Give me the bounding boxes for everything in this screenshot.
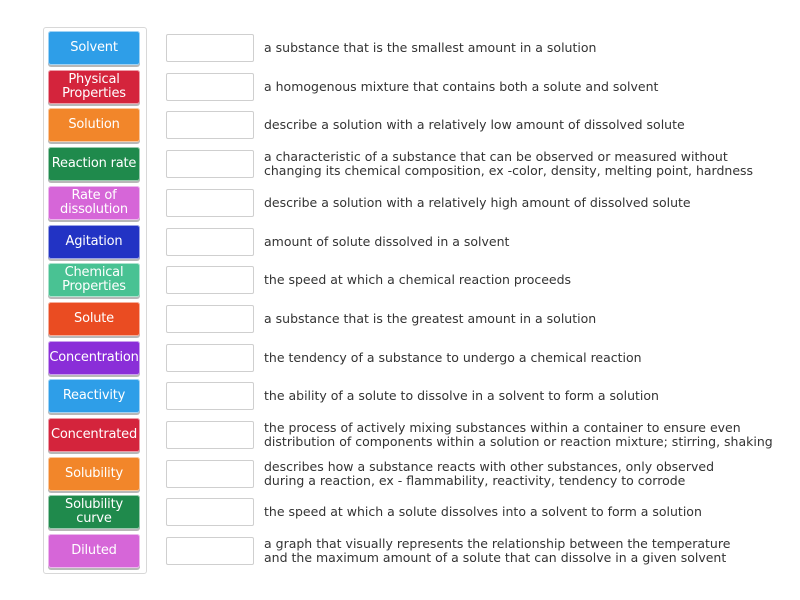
term-tile[interactable]: Solute — [48, 302, 140, 336]
definition-row — [264, 379, 774, 413]
definition-text: describe a solution with a relatively high amount of dissolved solute — [264, 195, 691, 210]
definition-row — [264, 186, 774, 220]
definition-text: a homogenous mixture that contains both a solute and solvent — [264, 79, 659, 94]
term-tile[interactable]: Concentration — [48, 341, 140, 375]
term-tile[interactable]: Chemical Properties — [48, 263, 140, 297]
drop-slot[interactable] — [166, 34, 254, 62]
term-tile[interactable]: Concentrated — [48, 418, 140, 452]
definition-row — [264, 418, 774, 452]
term-tile[interactable]: Diluted — [48, 534, 140, 568]
definition-text: the process of actively mixing substances within a container to ensure even distribution of components within a solution or reaction mixture; stirring, shaking — [264, 420, 773, 449]
definition-text: describes how a substance reacts with other substances, only observed during a reaction, ex - flammability, reactivity, tendency to corrode — [264, 459, 715, 488]
term-tile[interactable]: Solubility — [48, 457, 140, 491]
definition-row — [264, 263, 774, 297]
definition-text: the speed at which a solute dissolves into a solvent to form a solution — [264, 504, 702, 519]
definition-row — [264, 341, 774, 375]
definition-text: amount of solute dissolved in a solvent — [264, 234, 510, 249]
drop-slot[interactable] — [166, 498, 254, 526]
drop-slot[interactable] — [166, 305, 254, 333]
definition-row — [264, 534, 774, 568]
drop-slot[interactable] — [166, 421, 254, 449]
definition-text: the ability of a solute to dissolve in a solvent to form a solution — [264, 388, 659, 403]
definition-text: the tendency of a substance to undergo a chemical reaction — [264, 350, 642, 365]
drop-slot[interactable] — [166, 266, 254, 294]
definition-row — [264, 31, 774, 65]
definition-row — [264, 457, 774, 491]
term-tile[interactable]: Physical Properties — [48, 70, 140, 104]
drop-slot[interactable] — [166, 111, 254, 139]
drop-slot[interactable] — [166, 382, 254, 410]
definition-text: a substance that is the smallest amount in a solution — [264, 40, 597, 55]
drop-slot[interactable] — [166, 189, 254, 217]
drop-slot[interactable] — [166, 150, 254, 178]
term-tile[interactable]: Solvent — [48, 31, 140, 65]
definition-row — [264, 70, 774, 104]
drop-slot[interactable] — [166, 228, 254, 256]
drop-slot[interactable] — [166, 344, 254, 372]
term-tile[interactable]: Agitation — [48, 225, 140, 259]
definition-text: the speed at which a chemical reaction proceeds — [264, 272, 572, 287]
drop-slot[interactable] — [166, 460, 254, 488]
definition-text: a substance that is the greatest amount in a solution — [264, 311, 597, 326]
definition-row — [264, 225, 774, 259]
definition-row — [264, 302, 774, 336]
definition-row — [264, 147, 774, 181]
term-tile[interactable]: Solubility curve — [48, 495, 140, 529]
definition-row — [264, 108, 774, 142]
drop-slot[interactable] — [166, 537, 254, 565]
definition-text: a graph that visually represents the relationship between the temperature and the maximum amount of a solute that can dissolve in a given solvent — [264, 536, 731, 565]
definition-row — [264, 495, 774, 529]
term-tile[interactable]: Reactivity — [48, 379, 140, 413]
term-tile[interactable]: Reaction rate — [48, 147, 140, 181]
term-tile[interactable]: Solution — [48, 108, 140, 142]
definition-text: describe a solution with a relatively low amount of dissolved solute — [264, 117, 685, 132]
term-tile[interactable]: Rate of dissolution — [48, 186, 140, 220]
definition-text: a characteristic of a substance that can be observed or measured without changing its chemical composition, ex -color, density, melting point, hardness — [264, 149, 754, 178]
drop-slot[interactable] — [166, 73, 254, 101]
